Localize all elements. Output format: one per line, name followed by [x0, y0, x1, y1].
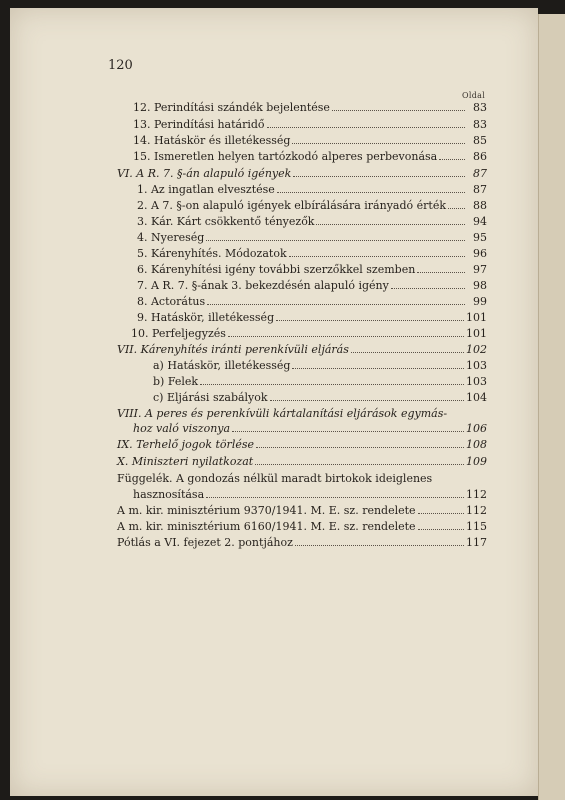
toc-entry: 12. Perindítási szándék bejelentése 83 [133, 101, 487, 114]
toc-entry: 8. Actorátus 99 [137, 295, 487, 308]
toc-entry: Pótlás a VI. fejezet 2. pontjához 117 [117, 536, 487, 549]
toc-entry: 1. Az ingatlan elvesztése 87 [137, 183, 487, 196]
toc-entry: 14. Hatáskör és illetékesség 85 [133, 134, 487, 147]
toc-entry: A m. kir. minisztérium 9370/1941. M. E. sz. rendelete 112 [117, 504, 487, 517]
page-column-header: Oldal [462, 91, 486, 100]
toc-entry: b) Felek 103 [153, 375, 487, 388]
toc-appendix: Függelék. A gondozás nélkül maradt birtokok ideiglenes [117, 472, 433, 485]
toc-entry: 5. Kárenyhítés. Módozatok 96 [137, 247, 487, 260]
toc-entry: 10. Perfeljegyzés 101 [131, 327, 487, 340]
toc-entry: 4. Nyereség 95 [137, 231, 487, 244]
toc-entry: 15. Ismeretlen helyen tartózkodó alperes perbevonása 86 [133, 150, 487, 163]
toc-entry: c) Eljárási szabályok 104 [153, 391, 487, 404]
toc-chapter: VII. Kárenyhítés iránti perenkívüli eljárás 102 [117, 343, 487, 356]
page-number: 120 [108, 58, 133, 73]
toc-chapter: VI. A R. 7. §-án alapuló igények 87 [117, 167, 487, 180]
toc-chapter: IX. Terhelő jogok törlése 108 [117, 438, 487, 451]
toc-entry: 2. A 7. §-on alapuló igények elbírálására irányadó érték 88 [137, 199, 487, 212]
toc-chapter: VIII. A peres és perenkívüli kártalanítási eljárások egymás- [117, 407, 448, 420]
toc-entry: 9. Hatáskör, illetékesség 101 [137, 311, 487, 324]
toc-entry: A m. kir. minisztérium 6160/1941. M. E. sz. rendelete 115 [117, 520, 487, 533]
toc-entry: 3. Kár. Kárt csökkentő tényezők 94 [137, 215, 487, 228]
toc-entry: 7. A R. 7. §-ának 3. bekezdésén alapuló igény 98 [137, 279, 487, 292]
toc-chapter: X. Miniszteri nyilatkozat 109 [117, 455, 487, 468]
toc-appendix-continued: hasznosítása 112 [133, 488, 487, 501]
toc-chapter-continued: hoz való viszonya 106 [133, 422, 487, 435]
toc-entry: a) Hatáskör, illetékesség 103 [153, 359, 487, 372]
toc-entry: 13. Perindítási határidő 83 [133, 118, 487, 131]
toc-entry: 6. Kárenyhítési igény további szerzőkkel szemben 97 [137, 263, 487, 276]
